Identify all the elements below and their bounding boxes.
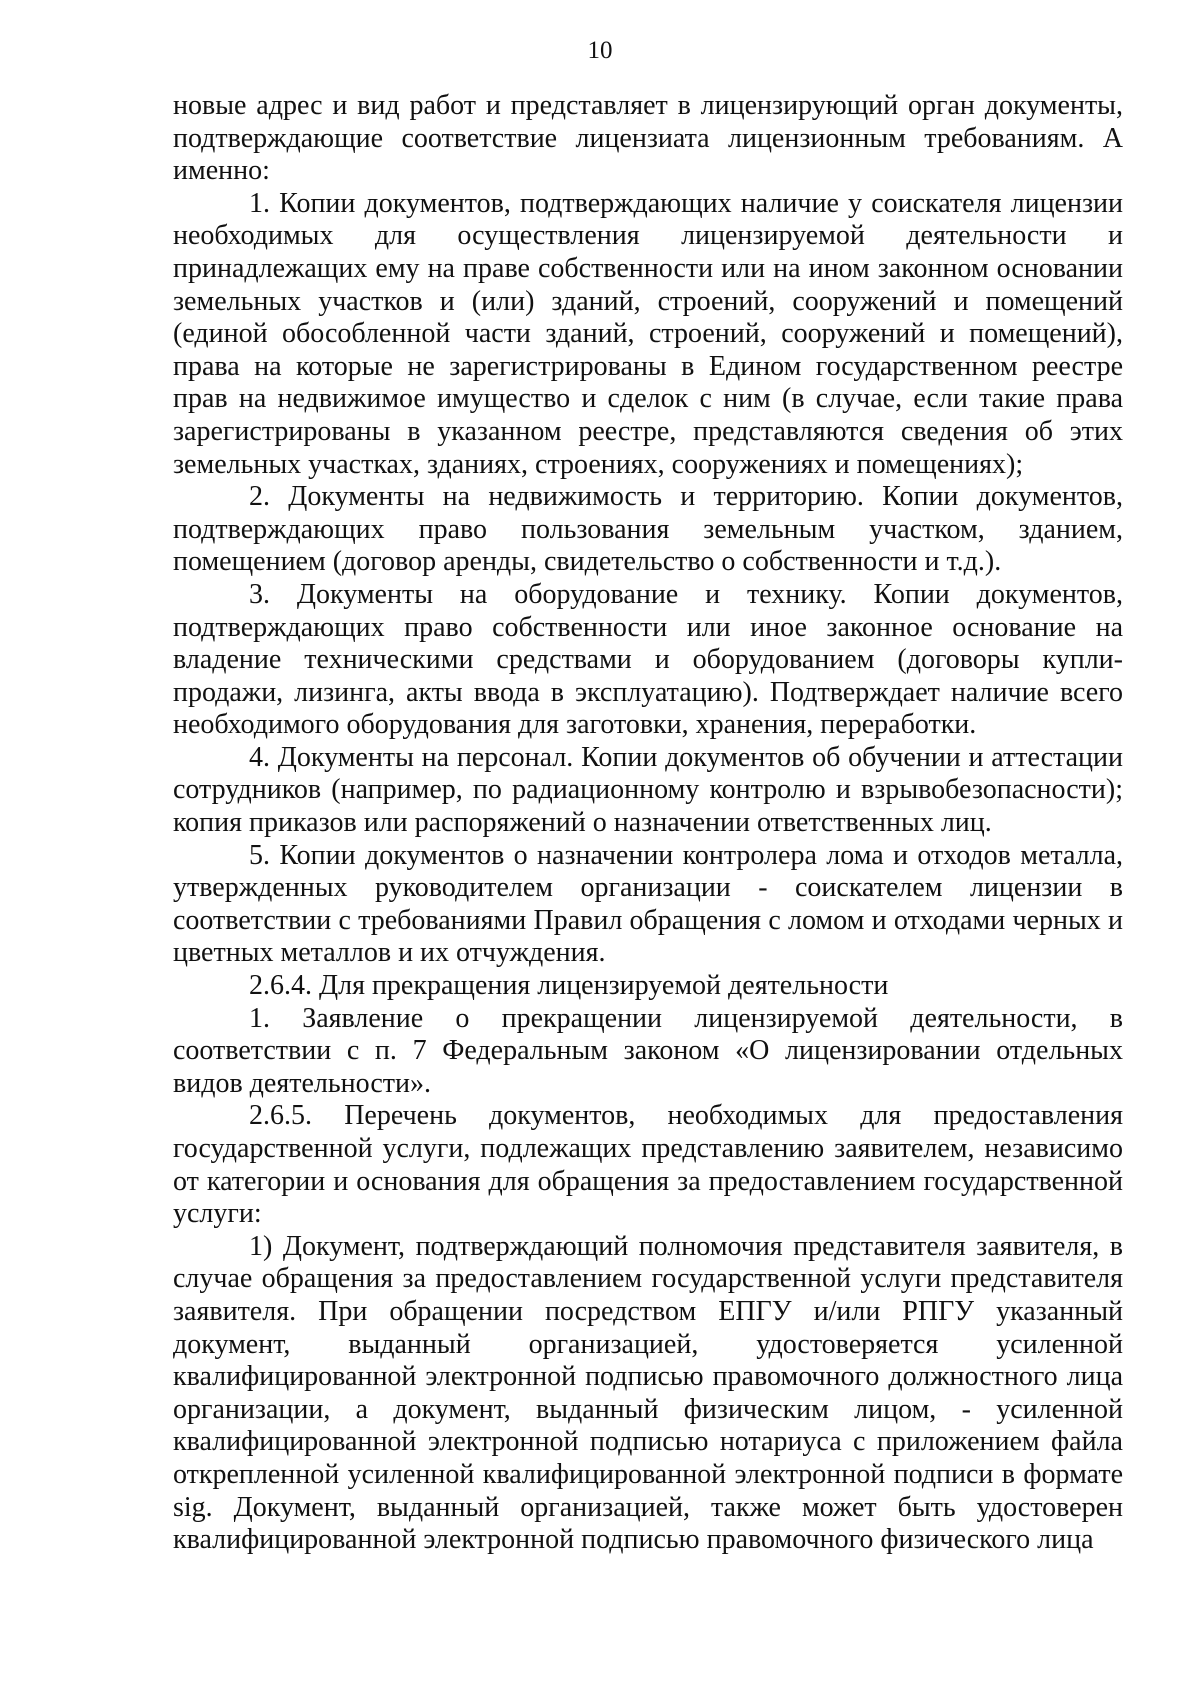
paragraph-intro: новые адрес и вид работ и представляет в лицензирующий орган документы, подтверждающие соответствие лицензиата лицензионным требованиям. А именно: [173,90,1123,187]
paragraph-item-2: 2. Документы на недвижимость и территорию. Копии документов, подтверждающих право пользования земельным участком, зданием, помещением (договор аренды, свидетельство о собственности и т.д.). [173,481,1123,578]
section-heading-2-6-4: 2.6.4. Для прекращения лицензируемой деятельности [249,970,889,1002]
paragraph-item-3: 3. Документы на оборудование и технику. Копии документов, подтверждающих право собственности или иное законное основание на владение техническими средствами и оборудованием (договоры купли-продажи, лизинга, акты ввода в эксплуатацию). Подтверждает наличие всего необходимого оборудования для заготовки, хранения, переработки. [173,578,1123,741]
paragraph-item-4: 4. Документы на персонал. Копии документов об обучении и аттестации сотрудников (например, по радиационному контролю и взрывобезопасности); копия приказов или распоряжений о назначении ответственных лиц. [173,741,1123,839]
paragraph-item-5: 5. Копии документов о назначении контролера лома и отходов металла, утвержденных руководителем организации - соискателем лицензии в соответствии с требованиями Правил обращения с ломом и отходами черных и цветных металлов и их отчуждения. [173,839,1123,969]
document-body [173,90,1123,1557]
section-2-6-5: 2.6.5. Перечень документов, необходимых для предоставления государственной услуги, подлежащих представлению заявителем, независимо от категории и основания для обращения за предоставлением государственной услуги: [173,1100,1123,1230]
paragraph-termination-item-1: 1. Заявление о прекращении лицензируемой деятельности, в соответствии с п. 7 Федеральным законом «О лицензировании отдельных видов деятельности». [173,1002,1123,1099]
paragraph-power-of-attorney: 1) Документ, подтверждающий полномочия представителя заявителя, в случае обращения за предоставлением государственной услуги представителя заявителя. При обращении посредством ЕПГУ и/или РПГУ указанный документ, выданный организацией, удостоверяется усиленной квалифицированной электронной подписью правомочного должностного лица организации, а документ, выданный физическим лицом, - усиленной квалифицированной электронной подписью нотариуса с приложением файла открепленной усиленной квалифицированной электронной подписи в формате sig. Документ, выданный организацией, также может быть удостоверен квалифицированной электронной подписью правомочного физического лица [173,1230,1123,1556]
page-number: 10 [587,37,613,64]
paragraph-item-1: 1. Копии документов, подтверждающих наличие у соискателя лицензии необходимых для осуществления лицензируемой деятельности и принадлежащих ему на праве собственности или на ином законном основании земельных участков и (или) зданий, строений, сооружений и помещений (единой обособленной части зданий, строений, сооружений и помещений), права на которые не зарегистрированы в Едином государственном реестре прав на недвижимое имущество и сделок с ним (в случае, если такие права зарегистрированы в указанном реестре, представляются сведения об этих земельных участках, зданиях, строениях, сооружениях и помещениях); [173,187,1123,480]
